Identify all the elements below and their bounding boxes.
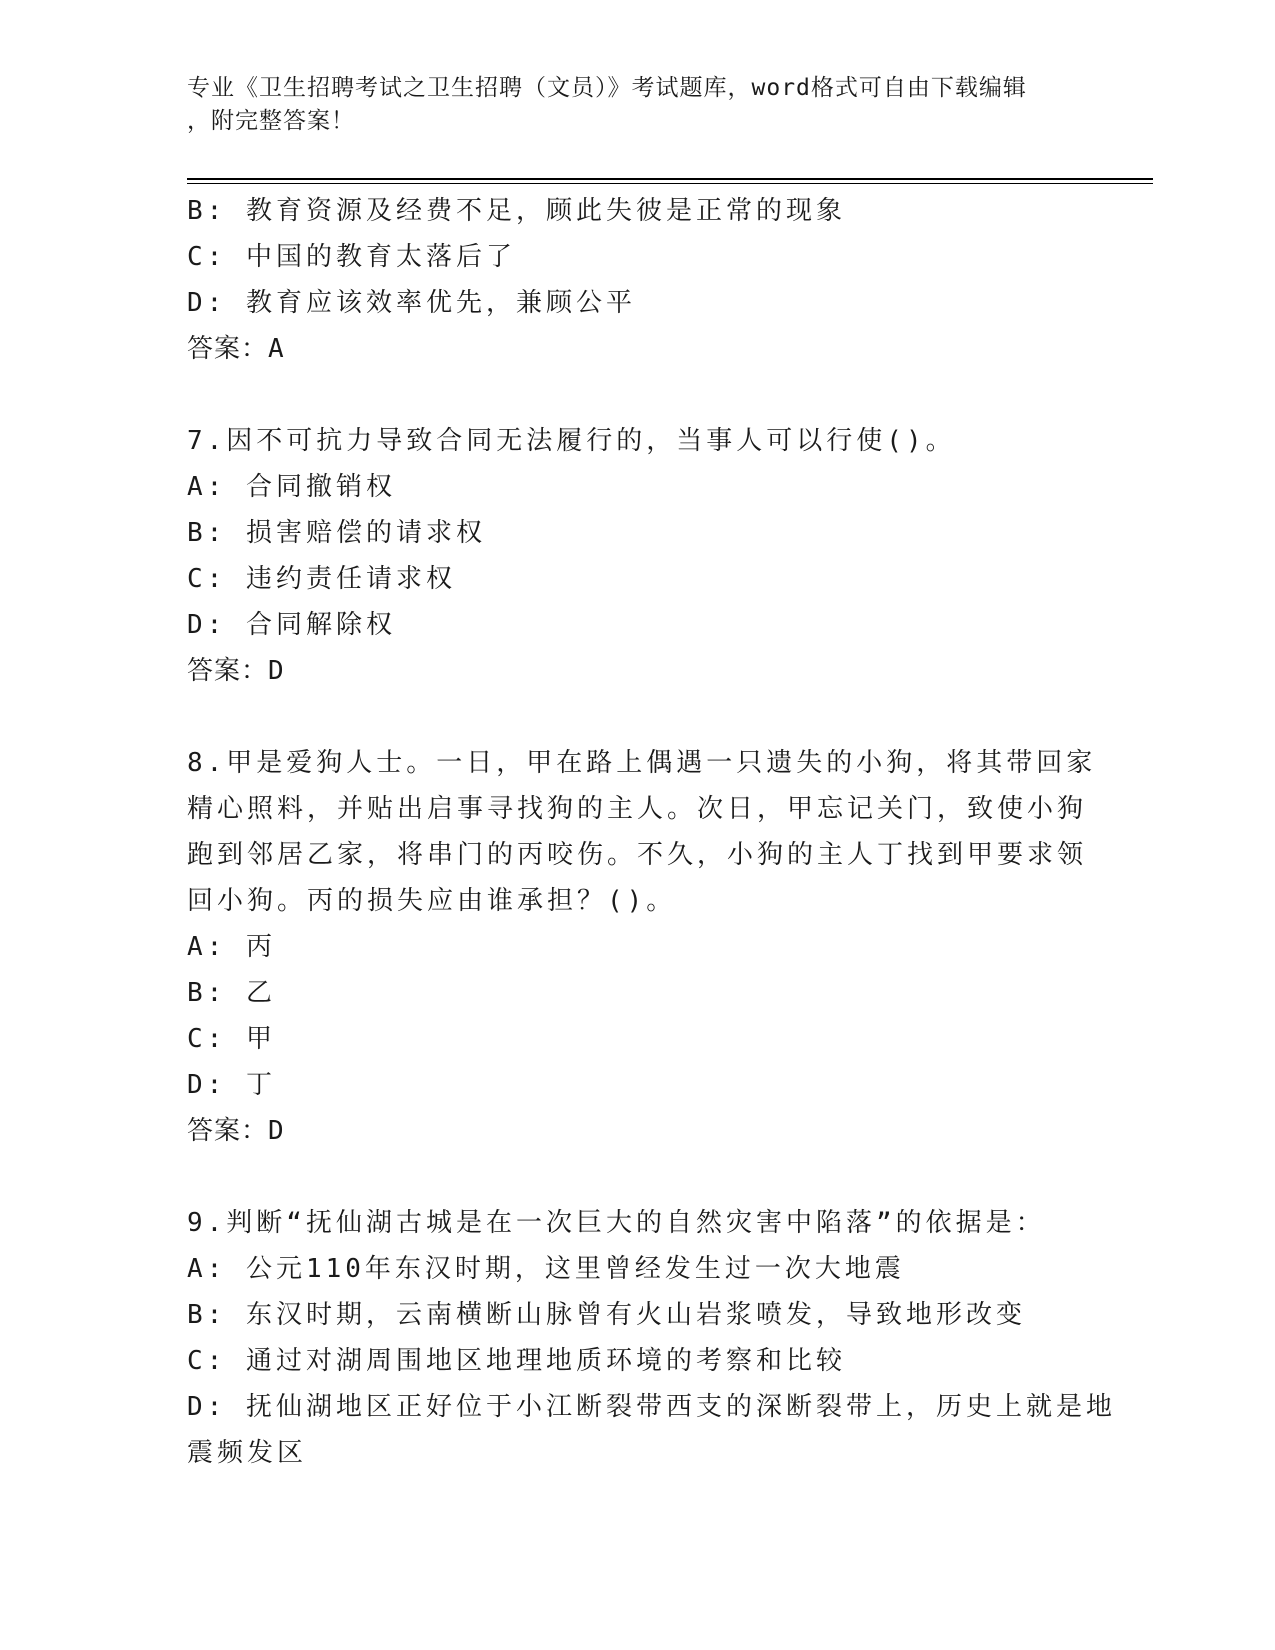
q6-answer: 答案：A — [187, 334, 285, 364]
question-content — [187, 188, 1116, 1476]
q8-question-line-1: 8.甲是爱狗人士。一日，甲在路上偶遇一只遗失的小狗，将其带回家 — [187, 748, 1097, 778]
q8-option-b: B: 乙 — [187, 978, 276, 1008]
header-rule-thick — [187, 178, 1153, 180]
spacer — [187, 694, 1087, 740]
spacer — [187, 372, 1087, 418]
header-line-1: 专业《卫生招聘考试之卫生招聘（文员）》考试题库，word格式可自由下载编辑 — [187, 75, 1027, 101]
q7-option-c: C: 违约责任请求权 — [187, 564, 456, 594]
q6-option-b: B: 教育资源及经费不足，顾此失彼是正常的现象 — [187, 196, 846, 226]
question-9 — [187, 1200, 1116, 1476]
question-7 — [187, 418, 1087, 694]
question-8 — [187, 740, 1097, 1154]
q9-option-a: A: 公元110年东汉时期，这里曾经发生过一次大地震 — [187, 1254, 905, 1284]
q9-option-d-line-1: D: 抚仙湖地区正好位于小江断裂带西支的深断裂带上，历史上就是地 — [187, 1392, 1116, 1422]
q7-option-b: B: 损害赔偿的请求权 — [187, 518, 486, 548]
q6-option-d: D: 教育应该效率优先，兼顾公平 — [187, 288, 636, 318]
q7-answer: 答案：D — [187, 656, 285, 686]
q6-option-c: C: 中国的教育太落后了 — [187, 242, 516, 272]
header-line-2: ，附完整答案！ — [187, 108, 355, 134]
header-rule-thin — [187, 183, 1153, 184]
q8-option-c: C: 甲 — [187, 1024, 276, 1054]
q7-option-a: A: 合同撤销权 — [187, 472, 396, 502]
q8-question-line-3: 跑到邻居乙家，将串门的丙咬伤。不久，小狗的主人丁找到甲要求领 — [187, 840, 1088, 870]
q9-option-d-line-2: 震频发区 — [187, 1438, 308, 1468]
q8-answer: 答案：D — [187, 1116, 285, 1146]
document-header — [187, 72, 1067, 138]
q8-question-line-2: 精心照料，并贴出启事寻找狗的主人。次日，甲忘记关门，致使小狗 — [187, 794, 1088, 824]
q7-question: 7.因不可抗力导致合同无法履行的，当事人可以行使()。 — [187, 426, 956, 456]
q8-option-d: D: 丁 — [187, 1070, 276, 1100]
q9-question: 9.判断“抚仙湖古城是在一次巨大的自然灾害中陷落”的依据是： — [187, 1208, 1046, 1238]
q9-option-c: C: 通过对湖周围地区地理地质环境的考察和比较 — [187, 1346, 846, 1376]
q8-question-line-4: 回小狗。丙的损失应由谁承担？()。 — [187, 886, 677, 916]
spacer — [187, 1154, 1087, 1200]
q7-option-d: D: 合同解除权 — [187, 610, 396, 640]
question-6 — [187, 188, 1087, 372]
q9-option-b: B: 东汉时期，云南横断山脉曾有火山岩浆喷发，导致地形改变 — [187, 1300, 1026, 1330]
q8-option-a: A: 丙 — [187, 932, 276, 962]
